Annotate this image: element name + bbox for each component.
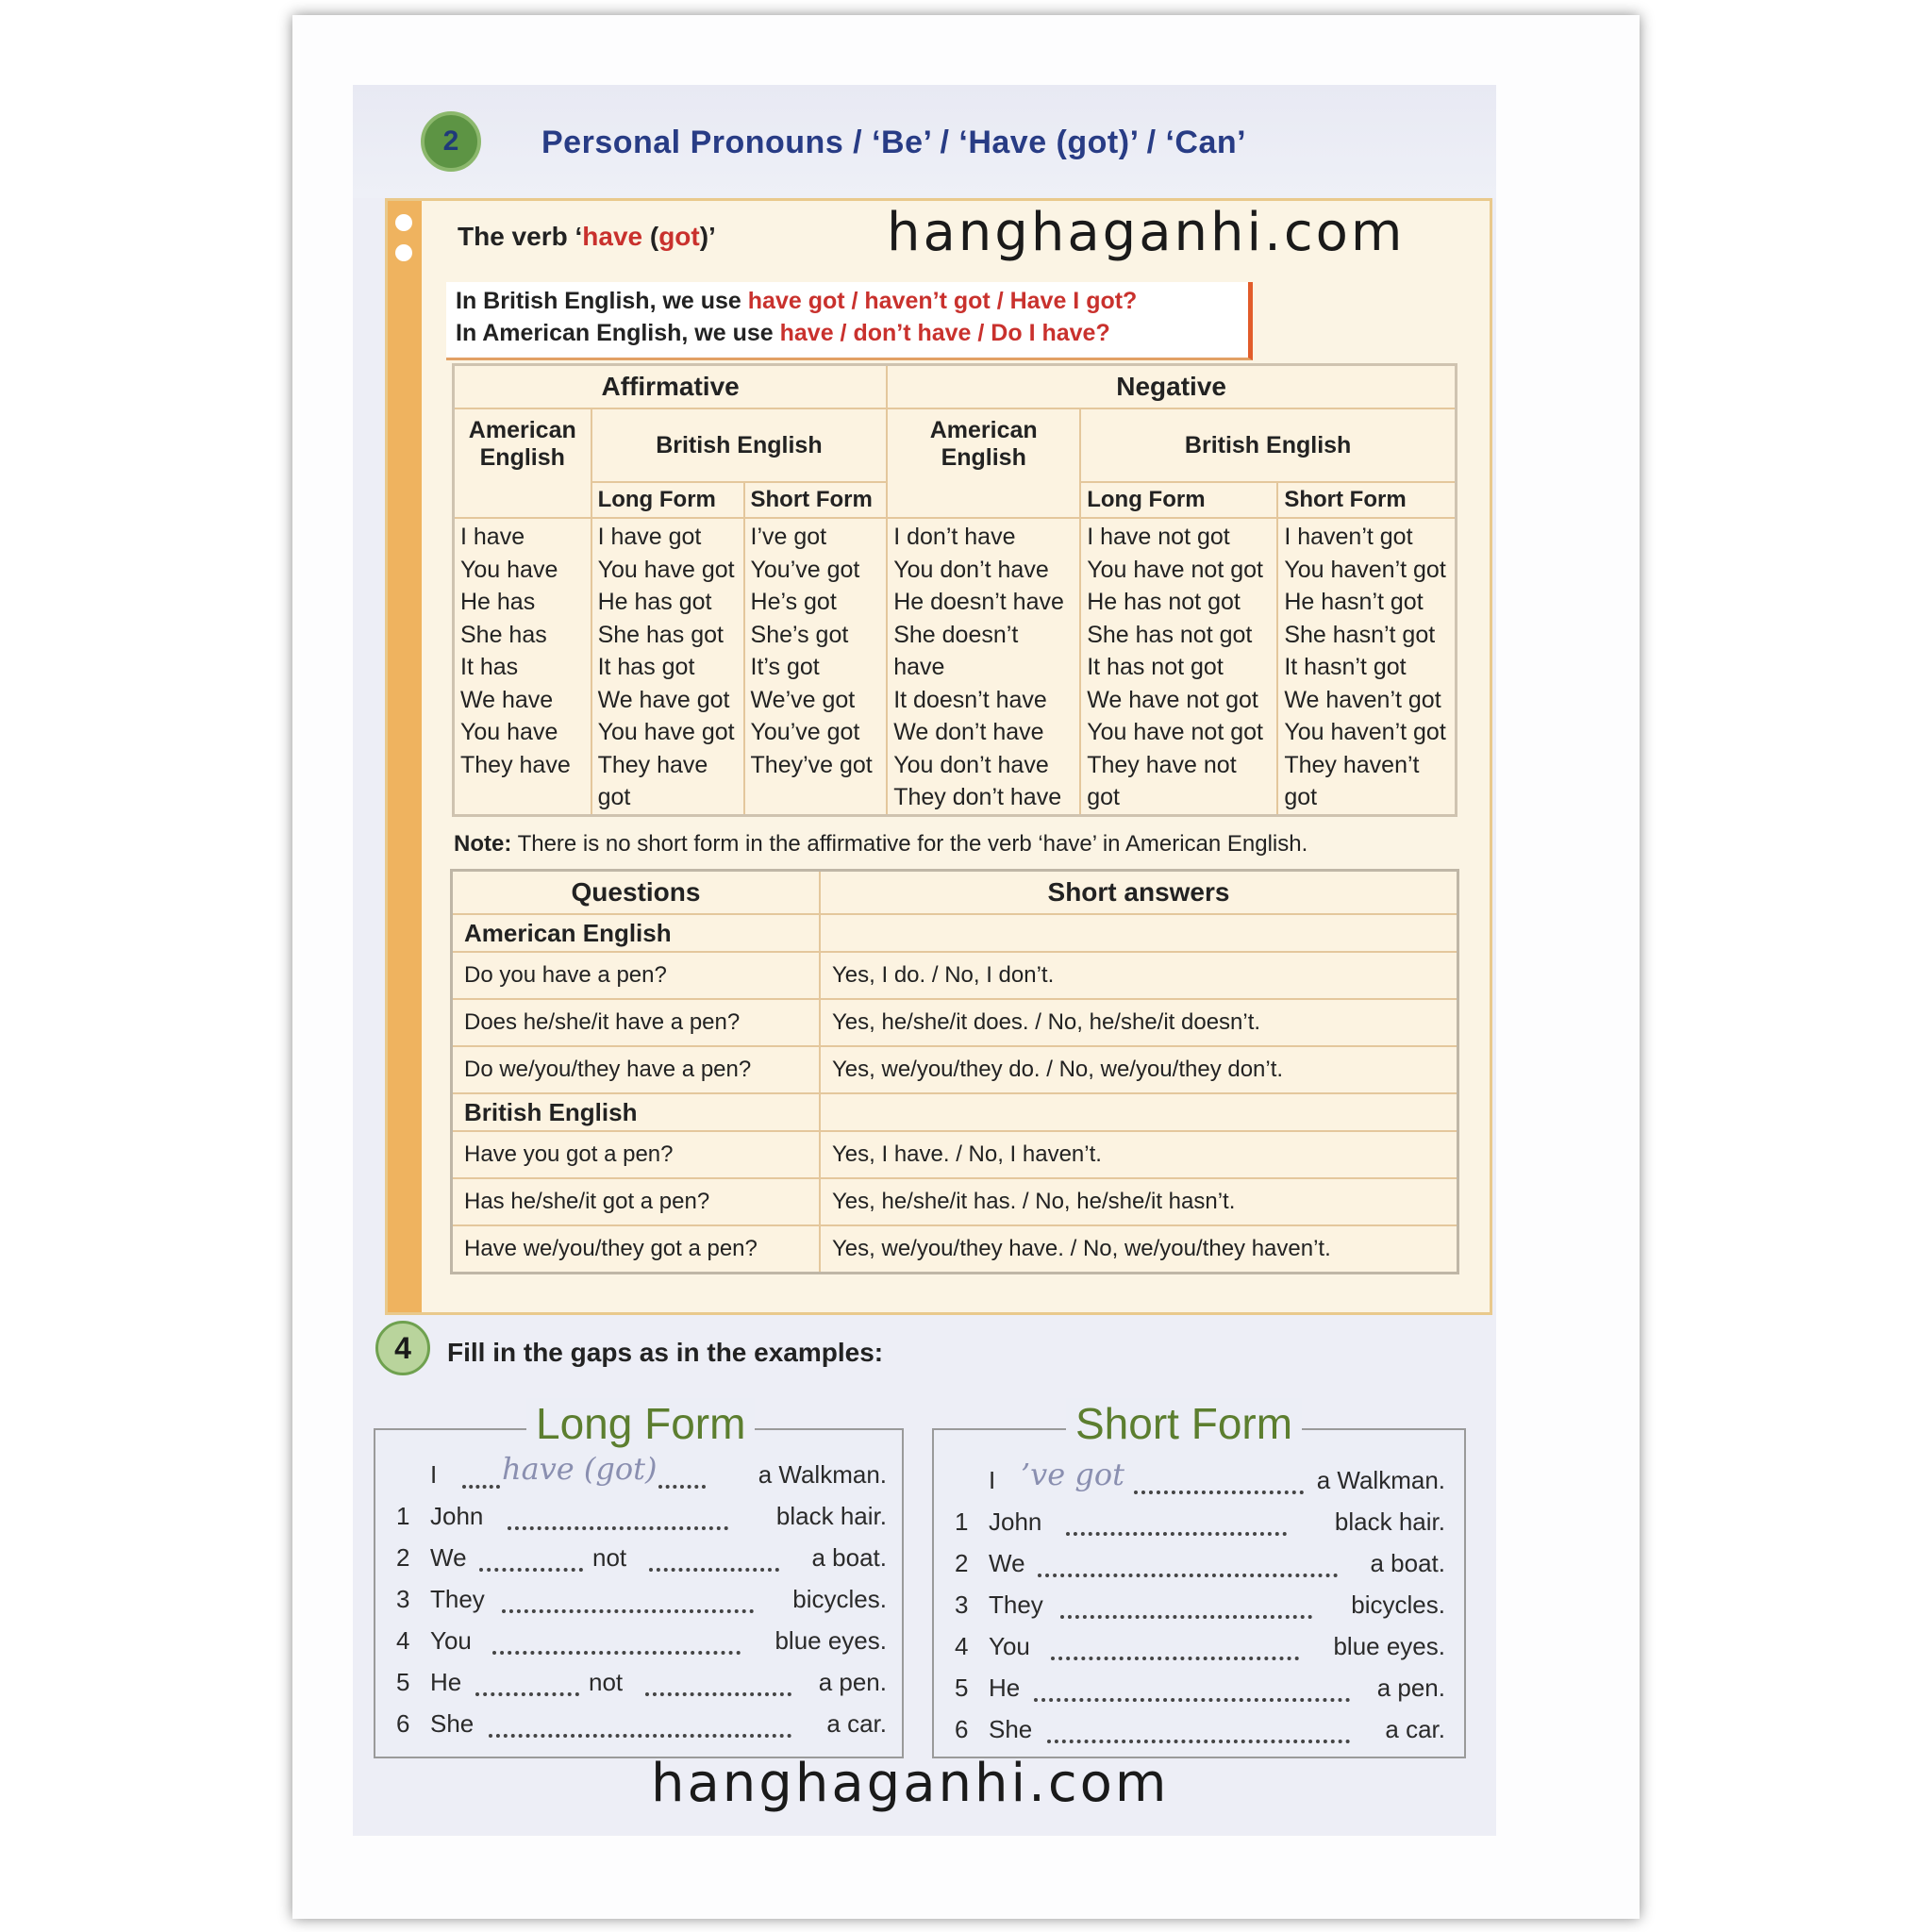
answer-dots[interactable] bbox=[1034, 1698, 1350, 1702]
short-form-header: Short Form bbox=[744, 482, 888, 518]
item-number: 6 bbox=[955, 1715, 969, 1743]
exercise-item bbox=[955, 1632, 1445, 1670]
american-english-header: American English bbox=[887, 408, 1080, 518]
title-text: )’ bbox=[699, 222, 716, 251]
example-answer: have (got) bbox=[502, 1451, 658, 1487]
item-ending: blue eyes. bbox=[774, 1626, 887, 1655]
british-english-header: British English bbox=[591, 408, 888, 482]
short-form-header: Short Form bbox=[1277, 482, 1456, 518]
watermark: hanghaganhi.com bbox=[651, 1753, 1170, 1814]
answer-dots[interactable] bbox=[502, 1609, 754, 1613]
example-row bbox=[396, 1451, 887, 1498]
exercise-item bbox=[396, 1585, 887, 1623]
exercise-item bbox=[396, 1668, 887, 1706]
answer-cell: Yes, he/she/it has. / No, he/she/it hasn’t. bbox=[820, 1178, 1458, 1225]
item-subject: You bbox=[989, 1632, 1030, 1660]
answer-dots[interactable] bbox=[479, 1568, 583, 1572]
item-subject: She bbox=[989, 1715, 1033, 1743]
answer-cell: Yes, he/she/it does. / No, he/she/it doesn’t. bbox=[820, 999, 1458, 1046]
item-ending: a boat. bbox=[1370, 1549, 1445, 1577]
item-subject: You bbox=[430, 1626, 472, 1655]
title-text: The verb ‘ bbox=[458, 222, 583, 251]
item-number: 5 bbox=[396, 1668, 410, 1696]
item-ending: a pen. bbox=[1376, 1674, 1445, 1702]
answer-dots[interactable] bbox=[475, 1692, 579, 1696]
title-text: ( bbox=[642, 222, 659, 251]
long-form-panel bbox=[374, 1399, 904, 1758]
answer-dots[interactable] bbox=[492, 1651, 741, 1655]
exercise-item bbox=[396, 1543, 887, 1581]
rule-forms: have / don’t have / Do I have? bbox=[779, 320, 1110, 346]
question-cell: Do we/you/they have a pen? bbox=[452, 1046, 821, 1093]
example-ending: a Walkman. bbox=[1316, 1466, 1445, 1494]
item-ending: a car. bbox=[1385, 1715, 1445, 1743]
exercise-item bbox=[396, 1502, 887, 1540]
item-subject: We bbox=[989, 1549, 1025, 1577]
note-text: There is no short form in the affirmative for the verb ‘have’ in American English. bbox=[511, 831, 1308, 857]
item-middle-word: not bbox=[592, 1543, 627, 1572]
item-number: 5 bbox=[955, 1674, 969, 1702]
short-form-panel bbox=[932, 1399, 1466, 1758]
short-answers-header: Short answers bbox=[820, 871, 1458, 915]
item-ending: black hair. bbox=[1334, 1507, 1445, 1536]
answer-dots[interactable] bbox=[1066, 1532, 1287, 1536]
long-form-title: Long Form bbox=[526, 1398, 755, 1449]
page-title: Personal Pronouns / ‘Be’ / ‘Have (got)’ / ‘Can’ bbox=[541, 125, 1247, 160]
exercise-item bbox=[396, 1709, 887, 1747]
unit-number-badge: 2 bbox=[421, 111, 481, 172]
item-subject: We bbox=[430, 1543, 467, 1572]
negative-long-column: I have not got You have not got He has not got She has not got It has not got We have not got You have not got They have not got bbox=[1080, 518, 1277, 815]
answer-dots[interactable] bbox=[508, 1526, 728, 1530]
item-ending: a boat. bbox=[811, 1543, 887, 1572]
item-subject: They bbox=[430, 1585, 485, 1613]
item-number: 1 bbox=[396, 1502, 410, 1530]
question-cell: Do you have a pen? bbox=[452, 952, 821, 999]
header-band bbox=[353, 85, 1496, 198]
answer-cell: Yes, we/you/they have. / No, we/you/they haven’t. bbox=[820, 1225, 1458, 1274]
long-form-header: Long Form bbox=[1080, 482, 1277, 518]
american-english-header: American English bbox=[454, 408, 591, 518]
exercise-item bbox=[955, 1549, 1445, 1587]
answer-dots[interactable] bbox=[489, 1734, 791, 1738]
item-number: 3 bbox=[396, 1585, 410, 1613]
item-ending: a car. bbox=[826, 1709, 887, 1738]
section-title bbox=[458, 222, 716, 252]
rule-forms: have got / haven’t got / Have I got? bbox=[747, 288, 1138, 314]
item-ending: blue eyes. bbox=[1333, 1632, 1445, 1660]
item-subject: She bbox=[430, 1709, 475, 1738]
answer-dots[interactable] bbox=[1060, 1615, 1312, 1619]
answer-dots[interactable] bbox=[645, 1692, 791, 1696]
negative-american-column: I don’t have You don’t have He doesn’t have She doesn’t have It doesn’t have We don’t have You don’t have They don’t have bbox=[887, 518, 1080, 815]
question-cell: Has he/she/it got a pen? bbox=[452, 1178, 821, 1225]
item-subject: John bbox=[989, 1507, 1042, 1536]
item-ending: bicycles. bbox=[1351, 1591, 1445, 1619]
binder-hole bbox=[395, 244, 412, 261]
long-form-header: Long Form bbox=[591, 482, 744, 518]
item-number: 2 bbox=[955, 1549, 969, 1577]
questions-answers-table bbox=[450, 869, 1459, 1274]
question-cell: Does he/she/it have a pen? bbox=[452, 999, 821, 1046]
answer-dots[interactable] bbox=[649, 1568, 779, 1572]
item-ending: bicycles. bbox=[792, 1585, 887, 1613]
item-number: 1 bbox=[955, 1507, 969, 1536]
item-ending: a pen. bbox=[818, 1668, 887, 1696]
empty-cell bbox=[820, 914, 1458, 952]
answer-dots[interactable] bbox=[1038, 1574, 1338, 1577]
answer-dots[interactable] bbox=[1047, 1740, 1350, 1743]
short-form-title: Short Form bbox=[1066, 1398, 1302, 1449]
item-subject: He bbox=[430, 1668, 462, 1696]
affirmative-american-column: I have You have He has She has It has We have You have They have bbox=[454, 518, 591, 815]
grammar-note bbox=[454, 831, 1307, 858]
affirmative-header: Affirmative bbox=[454, 365, 888, 409]
affirmative-long-column: I have got You have got He has got She has got It has got We have got You have got They have got bbox=[591, 518, 744, 815]
binder-hole bbox=[395, 214, 412, 231]
item-ending: black hair. bbox=[775, 1502, 887, 1530]
british-english-subheader: British English bbox=[452, 1093, 821, 1131]
american-english-subheader: American English bbox=[452, 914, 821, 952]
answer-cell: Yes, I have. / No, I haven’t. bbox=[820, 1131, 1458, 1178]
usage-rule-box bbox=[446, 282, 1253, 360]
item-number: 2 bbox=[396, 1543, 410, 1572]
example-answer: ’ve got bbox=[1021, 1457, 1124, 1492]
item-number: 4 bbox=[955, 1632, 969, 1660]
answer-dots bbox=[1134, 1491, 1304, 1494]
item-middle-word: not bbox=[589, 1668, 624, 1696]
questions-header: Questions bbox=[452, 871, 821, 915]
conjugation-table bbox=[452, 363, 1457, 817]
item-number: 3 bbox=[955, 1591, 969, 1619]
question-cell: Have you got a pen? bbox=[452, 1131, 821, 1178]
exercise-instruction: Fill in the gaps as in the examples: bbox=[447, 1338, 884, 1367]
item-number: 6 bbox=[396, 1709, 410, 1738]
exercise-item bbox=[955, 1507, 1445, 1545]
exercise-item bbox=[955, 1674, 1445, 1711]
example-ending: a Walkman. bbox=[758, 1460, 887, 1489]
exercise-item bbox=[955, 1715, 1445, 1753]
example-row bbox=[955, 1457, 1445, 1504]
item-number: 4 bbox=[396, 1626, 410, 1655]
title-word-got: got bbox=[658, 222, 700, 251]
example-subject: I bbox=[989, 1466, 996, 1494]
empty-cell bbox=[820, 1093, 1458, 1131]
item-subject: They bbox=[989, 1591, 1043, 1619]
answer-cell: Yes, I do. / No, I don’t. bbox=[820, 952, 1458, 999]
british-english-header: British English bbox=[1080, 408, 1456, 482]
title-word-have: have bbox=[582, 222, 643, 251]
exercise-item bbox=[396, 1626, 887, 1664]
rule-intro: In American English, we use bbox=[456, 320, 780, 346]
american-rule bbox=[456, 320, 1110, 347]
answer-dots bbox=[658, 1485, 706, 1489]
item-subject: He bbox=[989, 1674, 1021, 1702]
answer-cell: Yes, we/you/they do. / No, we/you/they don’t. bbox=[820, 1046, 1458, 1093]
rule-intro: In British English, we use bbox=[456, 288, 748, 314]
watermark: hanghaganhi.com bbox=[887, 202, 1406, 263]
binder-strip bbox=[388, 201, 422, 1312]
exercise-item bbox=[955, 1591, 1445, 1628]
negative-short-column: I haven’t got You haven’t got He hasn’t got She hasn’t got It hasn’t got We haven’t got You haven’t got They haven’t got bbox=[1277, 518, 1456, 815]
answer-dots bbox=[462, 1485, 500, 1489]
example-subject: I bbox=[430, 1460, 438, 1489]
question-cell: Have we/you/they got a pen? bbox=[452, 1225, 821, 1274]
negative-header: Negative bbox=[887, 365, 1456, 409]
answer-dots[interactable] bbox=[1051, 1657, 1299, 1660]
grammar-box bbox=[385, 198, 1492, 1315]
item-subject: John bbox=[430, 1502, 484, 1530]
affirmative-short-column: I’ve got You’ve got He’s got She’s got It’s got We’ve got You’ve got They’ve got bbox=[744, 518, 888, 815]
exercise-number-badge: 4 bbox=[375, 1321, 430, 1375]
note-label: Note: bbox=[454, 831, 512, 857]
british-rule bbox=[456, 288, 1137, 315]
